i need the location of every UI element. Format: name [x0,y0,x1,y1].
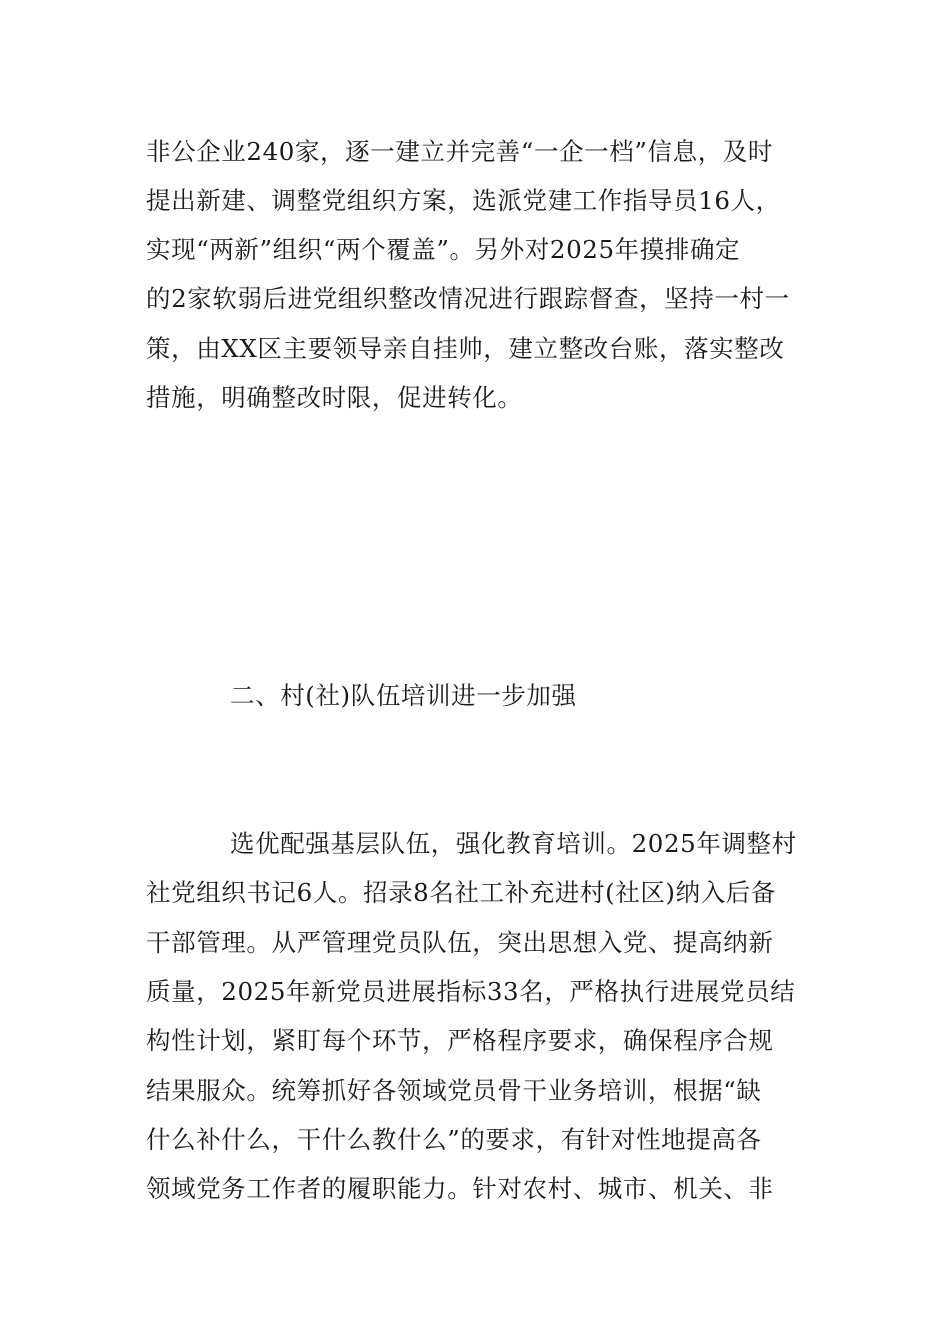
paragraph-1-line-4: 的2家软弱后进党组织整改情况进行跟踪督查，坚持一村一 [146,284,790,313]
section-heading: 二、村(社)队伍培训进一步加强 [230,681,577,710]
paragraph-1-line-3: 实现“两新”组织“两个覆盖”。另外对2025年摸排确定 [146,235,741,264]
paragraph-2-line-4: 质量，2025年新党员进展指标33名，严格执行进展党员结 [146,977,796,1006]
paragraph-2-line-3: 干部管理。从严管理党员队伍，突出思想入党、提高纳新 [146,928,774,957]
paragraph-2-line-6: 结果服众。统筹抓好各领域党员骨干业务培训，根据“缺 [146,1076,762,1105]
paragraph-1-line-6: 措施，明确整改时限，促进转化。 [146,383,523,412]
paragraph-2-line-5: 构性计划，紧盯每个环节，严格程序要求，确保程序合规 [146,1026,774,1055]
paragraph-2-line-7: 什么补什么，干什么教什么”的要求，有针对性地提高各 [146,1125,762,1154]
paragraph-1-line-2: 提出新建、调整党组织方案，选派党建工作指导员16人， [146,186,781,215]
paragraph-2-line-1: 选优配强基层队伍，强化教育培训。2025年调整村 [230,829,797,858]
paragraph-1-line-5: 策，由XX区主要领导亲自挂帅，建立整改台账，落实整改 [146,334,785,363]
paragraph-1-line-1: 非公企业240家，逐一建立并完善“一企一档”信息，及时 [146,137,774,166]
paragraph-2-line-8: 领域党务工作者的履职能力。针对农村、城市、机关、非 [146,1174,774,1203]
paragraph-2-line-2: 社党组织书记6人。招录8名社工补充进村(社区)纳入后备 [146,878,776,907]
